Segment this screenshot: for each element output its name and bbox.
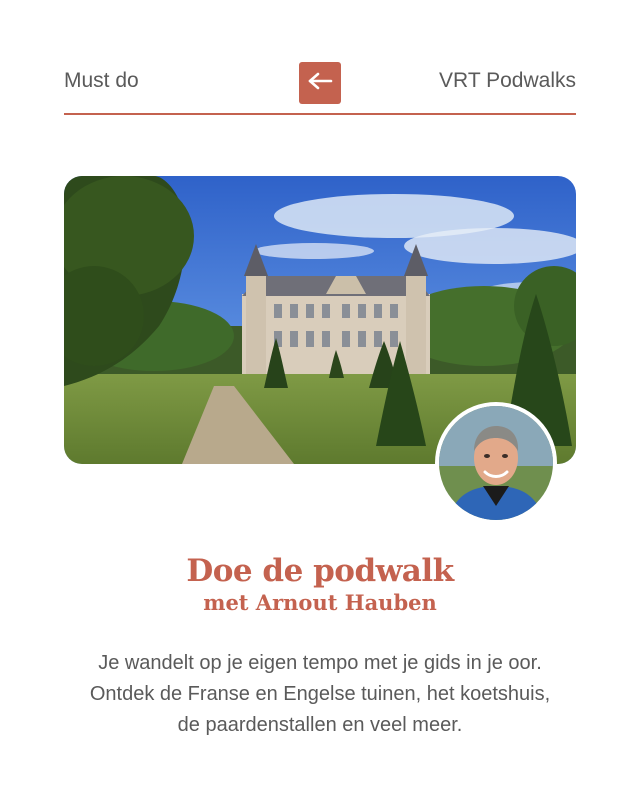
page-subtitle: met Arnout Hauben: [203, 590, 437, 615]
guide-avatar: [435, 402, 557, 524]
arrow-left-icon: [307, 72, 333, 95]
top-navigation: [64, 56, 576, 115]
nav-link-vrt-podwalks[interactable]: VRT Podwalks: [439, 69, 576, 92]
back-button[interactable]: [299, 62, 341, 104]
nav-link-must-do[interactable]: Must do: [64, 69, 139, 92]
page-title: Doe de podwalk: [186, 553, 454, 589]
description-text: Je wandelt op je eigen tempo met je gids in je oor. Ontdek de Franse en Engelse tuinen, het koetshuis, de paardenstallen en veel meer.: [89, 652, 551, 736]
